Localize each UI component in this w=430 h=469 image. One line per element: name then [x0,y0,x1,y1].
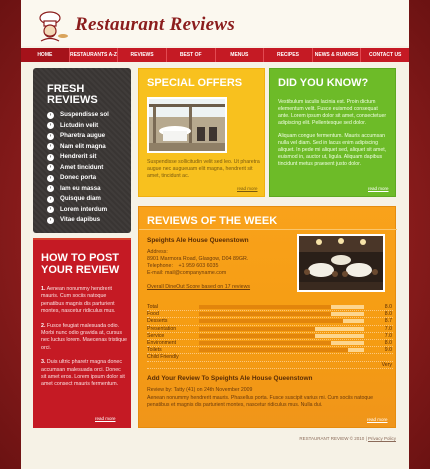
rating-bar [199,319,364,323]
venue-name[interactable]: Speights Ale House Queenstown [147,237,249,244]
rating-row [147,326,393,333]
list-item[interactable]: › Suspendisse sol [47,110,127,121]
rating-row [147,362,393,369]
review-text: Aenean nonummy hendrerit mauris. Phasellus porta. Fusce suscipit varius mi. Cum sociis natoque penatibus et magnis dis parturient montes, nascetur ridiculus mus. Nulla dui. [147,395,374,408]
special-offers-text: Suspendisse sollicitudin velit sed leo. Ut pharetra augue nec augueuam elit magna, hendrerit sit amet, tincidunt ac. [147,159,260,179]
arrow-bullet-icon: › [47,164,54,171]
how-to-post-panel [33,238,131,428]
rating-label: Food [147,311,159,318]
rating-label: Total [147,304,158,311]
nav-home[interactable]: HOME [21,48,70,62]
did-you-know-panel [269,68,396,197]
rating-row [147,311,393,318]
rating-bar [199,363,364,367]
arrow-bullet-icon: › [47,206,54,213]
rating-label: Presentation [147,325,177,332]
rating-bar [199,355,364,359]
arrow-bullet-icon: › [47,122,54,129]
list-item[interactable]: › Iam eu massa [47,184,127,195]
list-item[interactable]: › Amet tincidunt [47,163,127,174]
rating-value: Very [381,361,392,368]
overall-score-link[interactable]: Overall DineOut Score based on 17 reviews [147,284,251,290]
rating-bar [199,348,364,352]
fresh-reviews-title: FRESH REVIEWS [47,83,98,106]
rating-bar [199,327,364,331]
list-item[interactable]: › Hendrerit sit [47,152,127,163]
nav-restaurants-a-z[interactable]: RESTAURANTS A-Z [70,48,119,62]
step-3: 3. Duis ultric pharetr magna donec accumsan malesuada orci. Donec sit amet eros. Lorem ipsum dolor sit amet consect mauris fermentum. [41,359,125,388]
main-nav [21,48,409,62]
how-to-read-more-link[interactable]: read more [95,416,116,421]
special-read-more-link[interactable]: read more [237,186,258,191]
restaurant-terrace-image[interactable] [147,97,227,153]
arrow-bullet-icon: › [47,196,54,203]
footer: RESTAURANT REVIEW © 2010 | Privacy Policy [299,436,396,441]
fresh-reviews-list [47,110,127,226]
footer-copyright: RESTAURANT REVIEW © 2010 [299,436,365,441]
rating-bar-fill [199,319,343,323]
rating-bar-fill [199,348,348,352]
rating-value: 7.0 [384,325,392,332]
did-you-know-title: DID YOU KNOW? [278,77,369,89]
rating-bar-fill [199,305,331,309]
rating-row [147,340,393,347]
rating-bar-fill [199,312,331,316]
rating-bar-fill [199,334,315,338]
rating-bar-fill [199,327,315,331]
rating-label: Environment [147,340,177,347]
did-you-know-read-more-link[interactable]: read more [368,186,389,191]
special-offers-panel [138,68,265,197]
rating-bar [199,305,364,309]
special-offers-title: SPECIAL OFFERS [147,77,243,89]
arrow-bullet-icon: › [47,185,54,192]
divider [139,229,397,230]
nav-menus[interactable]: MENUS [216,48,265,62]
rating-label: Service [147,332,165,339]
reviews-title: REVIEWS OF THE WEEK [147,215,278,227]
nav-recipes[interactable]: RECIPES [264,48,313,62]
rating-value: 8.0 [384,340,392,347]
rating-label: Child Friendly [147,354,179,361]
rating-row [147,347,393,354]
arrow-bullet-icon: › [47,217,54,224]
rating-value: 8.0 [384,304,392,311]
arrow-bullet-icon: › [47,175,54,182]
rating-bar-fill [199,341,331,345]
arrow-bullet-icon: › [47,133,54,140]
venue-info: Address: 8901 Marmora Road, Glasgow, D04 89GR. Telephone: +1 959 603 6035 E-mail: mail@companyname.com [147,249,249,276]
arrow-bullet-icon: › [47,154,54,161]
reviews-read-more-link[interactable]: read more [367,417,388,422]
reviews-of-week-panel [138,206,396,428]
privacy-policy-link[interactable]: Privacy Policy [367,436,396,441]
rating-row [147,333,393,340]
rating-label: Desserts [147,318,168,325]
rating-bar [199,334,364,338]
list-item[interactable]: › Lictudin velit [47,121,127,132]
add-review-link[interactable]: Add Your Review To Speights Ale House Queenstown [147,375,313,382]
rating-value: 9.0 [384,347,392,354]
list-item[interactable]: › Quisque diam [47,194,127,205]
did-you-know-text: Vestibulum iaculis lacinia est. Proin dictum elementum velit. Fusce euismod consequat ante. Lorem ipsum dolor sit amet, consectetuer adipiscing elit. Pellentesque sed dolor. Aliquam congue fermentum. Mauris accumsan nulla vel diam. Sed in lacus enim adipiscing aliquet. In pede mi aliquet sed, aliquet sit amet, euismod in, auctor ut, ligula. Aliquam dapibus tincidunt metus praesent justo dolor. [278,99,387,167]
how-to-steps [41,286,127,396]
review-meta: Review by: Tatty (41) on 24th November 2009 [147,387,253,393]
rating-value: 8.7 [384,318,392,325]
email-link[interactable]: mail@companyname.com [164,270,227,276]
rating-row [147,318,393,325]
rating-value: 8.0 [384,311,392,318]
list-item[interactable]: › Lorem interdum [47,205,127,216]
rating-bar [199,341,364,345]
list-item[interactable]: › Donec porta [47,173,127,184]
fresh-reviews-panel [33,68,131,233]
arrow-bullet-icon: › [47,143,54,150]
nav-news-rumors[interactable]: NEWS & RUMORS [313,48,362,62]
rating-bar [199,312,364,316]
site-title[interactable]: Restaurant Reviews [75,14,236,35]
rating-label: Toilets [147,347,162,354]
list-item[interactable]: › Pharetra augue [47,131,127,142]
ratings-table [147,304,393,369]
list-item[interactable]: › Vitae dapibus [47,215,127,226]
header [21,0,409,46]
nav-best-of[interactable]: BEST OF [167,48,216,62]
step-2: 2. Fusce feugiat malesuada odio. Morbi nunc odio gravida at, cursus nec luctus lorem. Maecenas tristique orci. [41,322,127,351]
nav-reviews[interactable]: REVIEWS [118,48,167,62]
rating-row [147,354,393,361]
step-1: 1. Aenean nonummy hendrerit mauris. Cum sociis natoque penatibus magnis dis parturient montes, nascetur ridiculus mus. [41,286,116,315]
nav-contact-us[interactable]: CONTACT US [368,52,402,58]
how-to-title: HOW TO POST YOUR REVIEW [41,252,120,276]
dining-room-image[interactable] [297,234,385,292]
arrow-bullet-icon: › [47,112,54,119]
rating-row [147,304,393,311]
list-item[interactable]: › Nam elit magna [47,142,127,153]
rating-value: 7.0 [384,332,392,339]
chef-logo-icon[interactable] [33,10,69,42]
page [21,0,409,469]
